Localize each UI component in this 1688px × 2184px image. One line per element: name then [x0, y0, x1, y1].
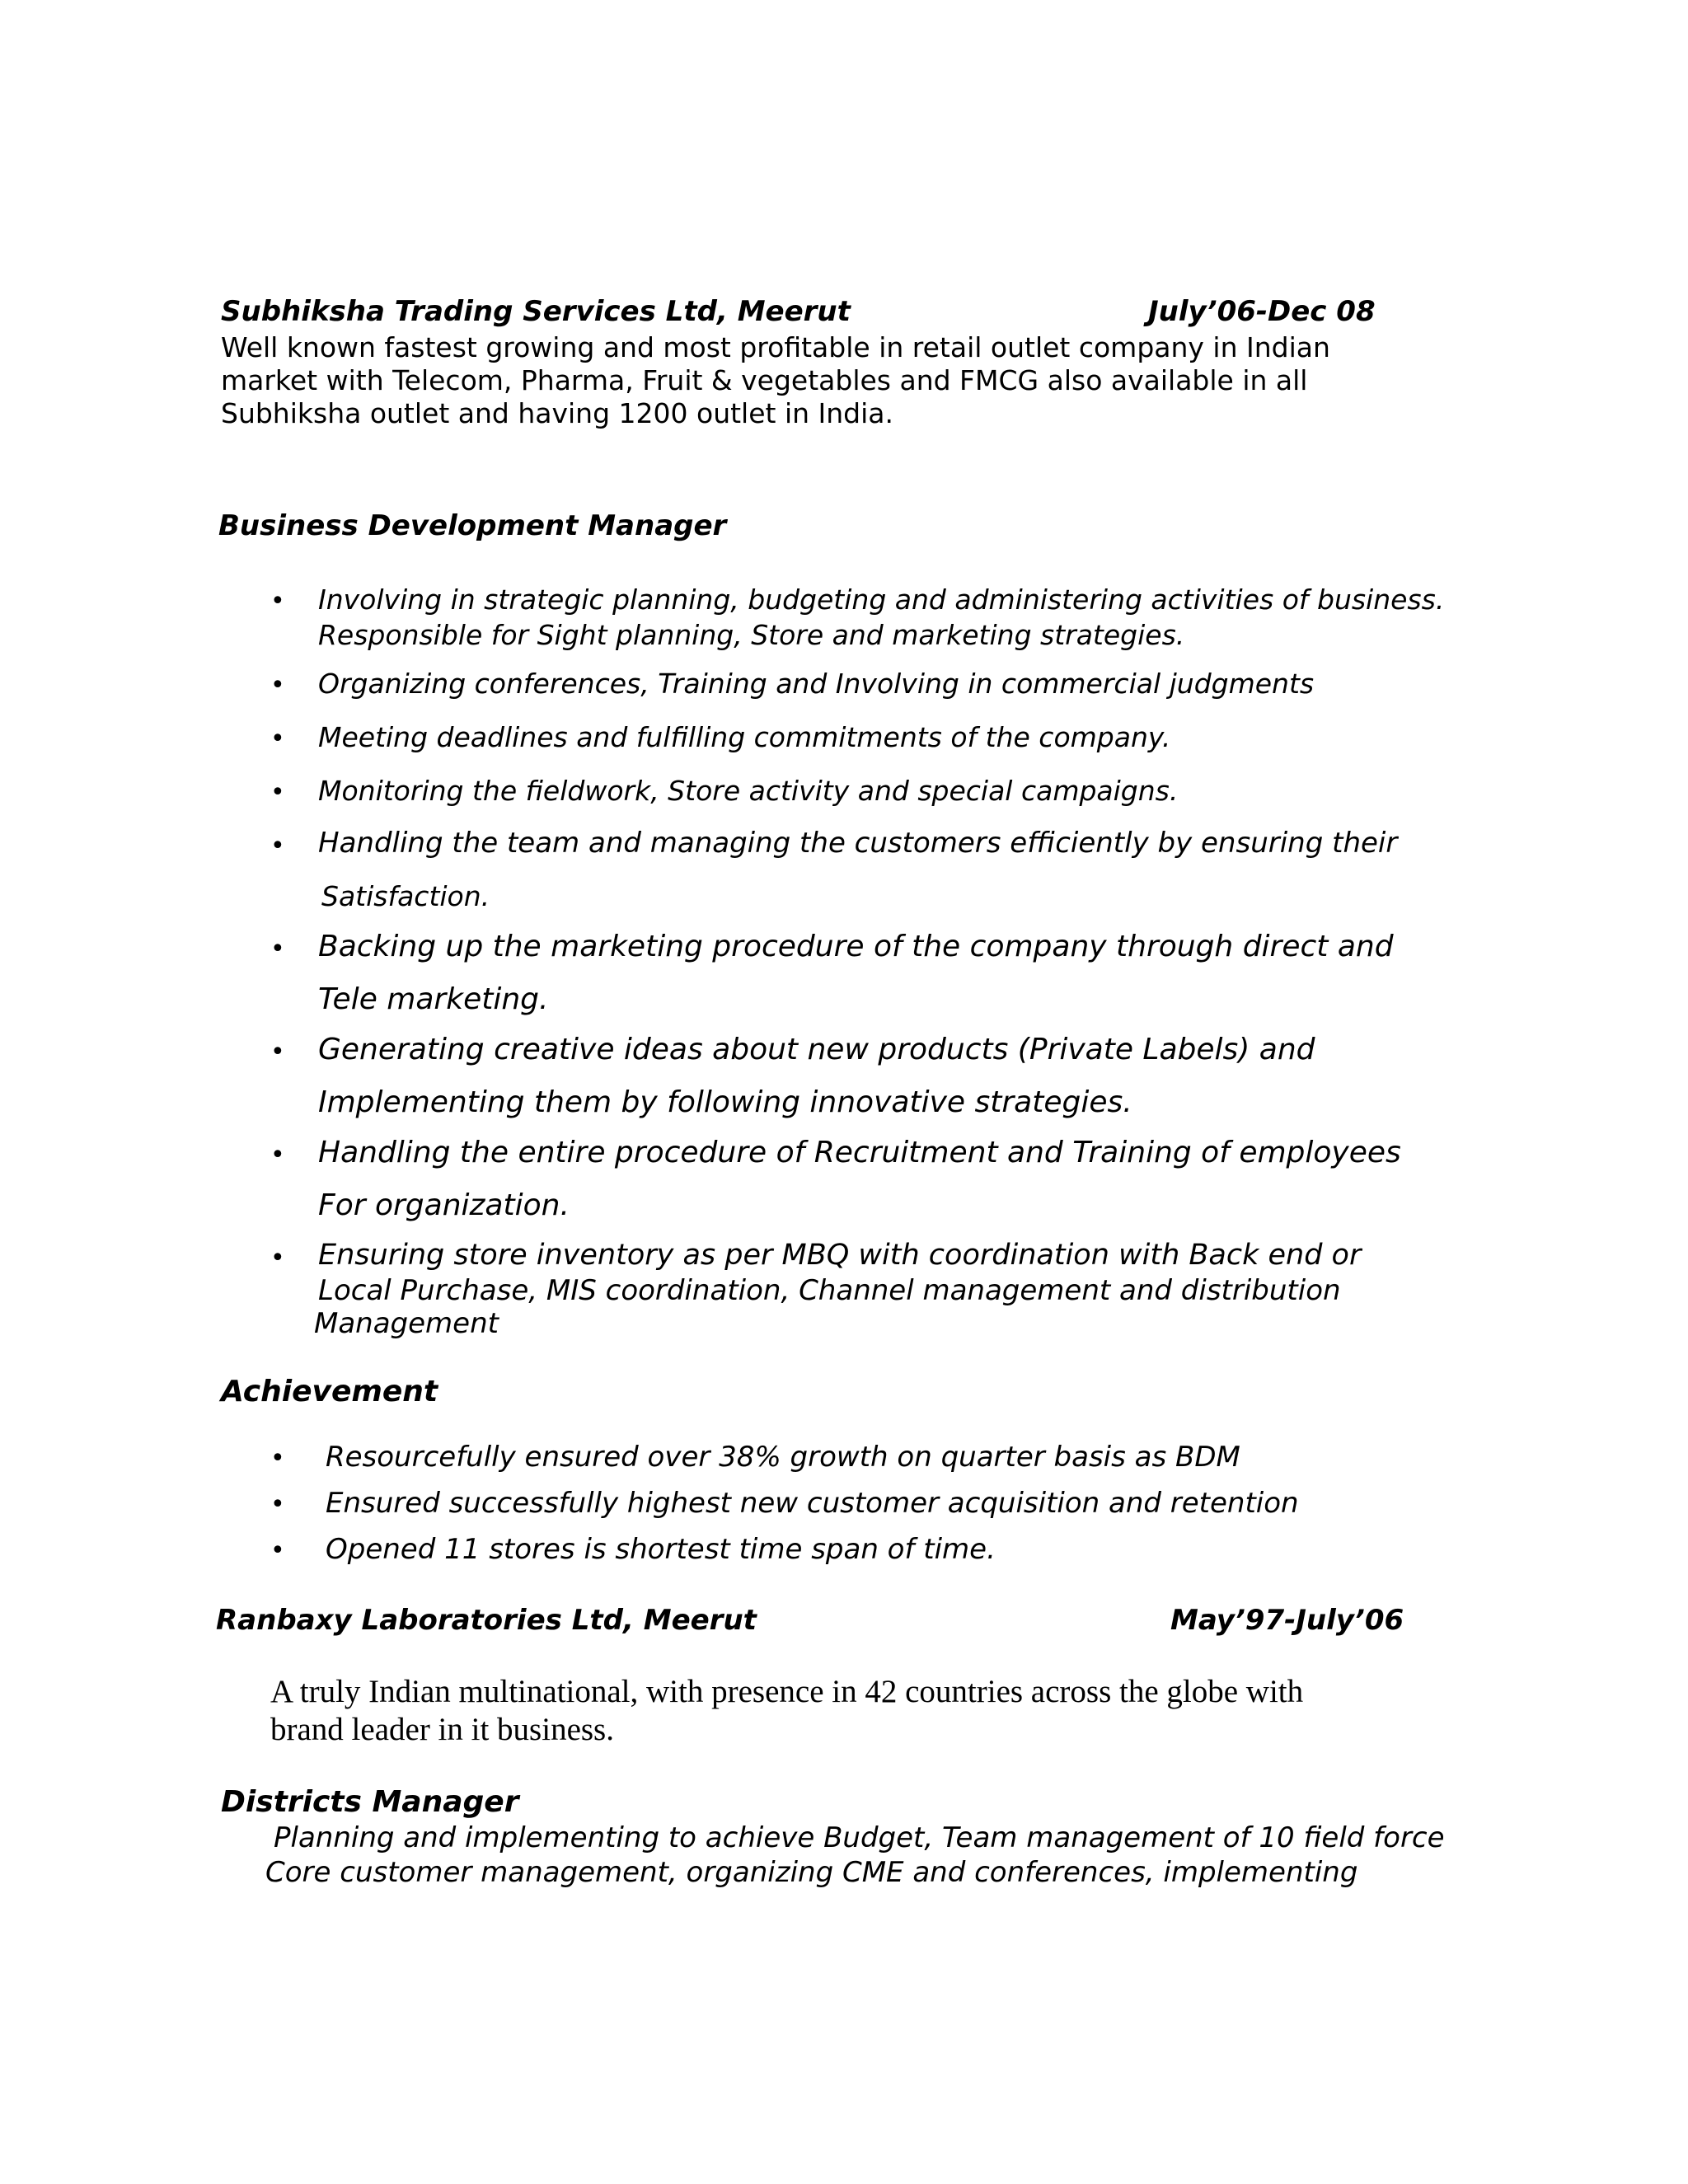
list-item: Opened 11 stores is shortest time span of time.: [326, 1533, 996, 1566]
list-item: Local Purchase, MIS coordination, Channel management and distribution: [318, 1274, 1341, 1307]
list-item: Responsible for Sight planning, Store and marketing strategies.: [318, 619, 1185, 651]
bullet-icon: •: [270, 1038, 285, 1066]
list-item: Generating creative ideas about new products (Private Labels) and: [318, 1033, 1315, 1066]
achievement-heading: Achievement: [221, 1375, 438, 1408]
list-item: Implementing them by following innovative strategies.: [318, 1085, 1132, 1119]
list-item: Satisfaction.: [321, 880, 490, 912]
bullet-icon: •: [270, 671, 285, 700]
list-item: Meeting deadlines and fulfilling commitments of the company.: [318, 721, 1171, 753]
list-item: Resourcefully ensured over 38% growth on quarter basis as BDM: [326, 1441, 1240, 1474]
duty-line: Core customer management, organizing CME and conferences, implementing: [265, 1856, 1358, 1889]
list-item: Tele marketing.: [318, 982, 549, 1016]
list-item: Involving in strategic planning, budgeting and administering activities of business.: [318, 583, 1445, 616]
list-item: For organization.: [318, 1188, 570, 1222]
bullet-icon: •: [270, 832, 285, 860]
bullet-icon: •: [270, 724, 285, 753]
bullet-icon: •: [270, 1490, 285, 1519]
list-item: Monitoring the fieldwork, Store activity and special campaigns.: [318, 775, 1179, 807]
employment-period: July’06-Dec 08: [1148, 295, 1376, 328]
list-item: Ensured successfully highest new customer acquisition and retention: [326, 1487, 1299, 1520]
list-item: Backing up the marketing procedure of the company through direct and: [318, 930, 1394, 963]
bullet-icon: •: [270, 1244, 285, 1272]
bullet-icon: •: [270, 587, 285, 616]
bullet-icon: •: [270, 778, 285, 807]
bullet-icon: •: [270, 1141, 285, 1169]
list-item: Ensuring store inventory as per MBQ with coordination with Back end or: [318, 1239, 1362, 1272]
bullet-icon: •: [270, 935, 285, 963]
company-description-line: A truly Indian multinational, with presence in 42 countries across the globe with: [270, 1674, 1304, 1709]
company-description-line: Well known fastest growing and most profitable in retail outlet company in Indian: [221, 331, 1330, 363]
company-description-line: market with Telecom, Pharma, Fruit & vegetables and FMCG also available in all: [221, 364, 1308, 396]
list-item: Handling the team and managing the customers efficiently by ensuring their: [318, 827, 1398, 860]
bullet-icon: •: [270, 1536, 285, 1565]
bullet-icon: •: [270, 1444, 285, 1473]
company-name: Ranbaxy Laboratories Ltd, Meerut: [216, 1604, 757, 1637]
company-name: Subhiksha Trading Services Ltd, Meerut: [221, 295, 851, 328]
job-title: Districts Manager: [221, 1785, 519, 1819]
job-title: Business Development Manager: [218, 509, 727, 542]
list-item: Handling the entire procedure of Recruitment and Training of employees: [318, 1136, 1401, 1169]
employment-period: May’97-July’06: [1170, 1604, 1404, 1637]
company-description-line: brand leader in it business.: [270, 1712, 614, 1747]
duty-line: Planning and implementing to achieve Budget, Team management of 10 field force: [274, 1821, 1445, 1854]
list-item: Management: [314, 1307, 499, 1340]
list-item: Organizing conferences, Training and Involving in commercial judgments: [318, 668, 1315, 700]
company-description-line: Subhiksha outlet and having 1200 outlet in India.: [221, 397, 893, 429]
